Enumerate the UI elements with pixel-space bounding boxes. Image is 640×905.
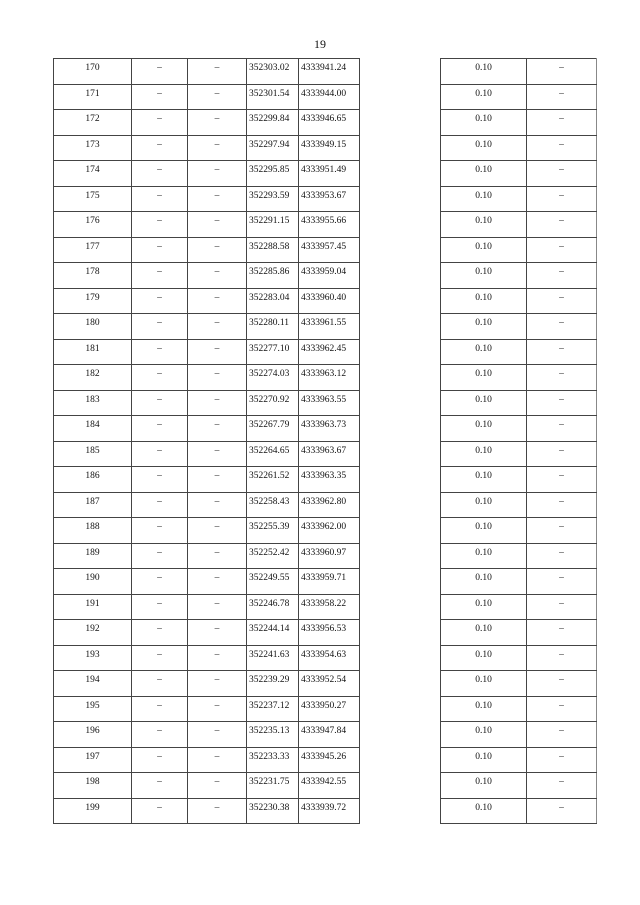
value-cell: 0.10: [441, 110, 527, 136]
x-coordinate: 352277.10: [247, 339, 299, 365]
dash-cell: –: [132, 441, 188, 467]
dash-cell: –: [188, 59, 247, 85]
table-row: [441, 314, 597, 340]
table-row: [441, 569, 597, 595]
table-row: [441, 441, 597, 467]
table-row: [441, 671, 597, 697]
dash-cell: –: [132, 645, 188, 671]
table-row: [54, 237, 360, 263]
table-row: [441, 467, 597, 493]
table-row: [54, 416, 360, 442]
dash-cell: –: [188, 110, 247, 136]
point-number: 190: [54, 569, 132, 595]
table-row: [54, 620, 360, 646]
y-coordinate: 4333962.45: [299, 339, 360, 365]
table-row: [441, 110, 597, 136]
dash-cell: –: [132, 186, 188, 212]
table-row: [54, 518, 360, 544]
y-coordinate: 4333954.63: [299, 645, 360, 671]
point-number: 192: [54, 620, 132, 646]
value-cell: 0.10: [441, 671, 527, 697]
table-row: [54, 569, 360, 595]
dash-cell: –: [527, 212, 597, 238]
y-coordinate: 4333963.67: [299, 441, 360, 467]
point-number: 171: [54, 84, 132, 110]
point-number: 187: [54, 492, 132, 518]
dash-cell: –: [132, 543, 188, 569]
value-cell: 0.10: [441, 237, 527, 263]
y-coordinate: 4333952.54: [299, 671, 360, 697]
dash-cell: –: [132, 365, 188, 391]
x-coordinate: 352241.63: [247, 645, 299, 671]
dash-cell: –: [527, 645, 597, 671]
y-coordinate: 4333956.53: [299, 620, 360, 646]
table-row: [54, 722, 360, 748]
x-coordinate: 352283.04: [247, 288, 299, 314]
x-coordinate: 352293.59: [247, 186, 299, 212]
y-coordinate: 4333959.71: [299, 569, 360, 595]
x-coordinate: 352246.78: [247, 594, 299, 620]
dash-cell: –: [132, 492, 188, 518]
dash-cell: –: [132, 518, 188, 544]
x-coordinate: 352291.15: [247, 212, 299, 238]
y-coordinate: 4333960.40: [299, 288, 360, 314]
dash-cell: –: [188, 441, 247, 467]
dash-cell: –: [527, 671, 597, 697]
x-coordinate: 352231.75: [247, 773, 299, 799]
dash-cell: –: [527, 186, 597, 212]
dash-cell: –: [188, 518, 247, 544]
dash-cell: –: [188, 84, 247, 110]
y-coordinate: 4333963.12: [299, 365, 360, 391]
table-row: [54, 288, 360, 314]
value-cell: 0.10: [441, 135, 527, 161]
table-row: [441, 620, 597, 646]
x-coordinate: 352297.94: [247, 135, 299, 161]
value-cell: 0.10: [441, 365, 527, 391]
dash-cell: –: [188, 314, 247, 340]
point-number: 173: [54, 135, 132, 161]
y-coordinate: 4333946.65: [299, 110, 360, 136]
dash-cell: –: [188, 747, 247, 773]
dash-cell: –: [527, 416, 597, 442]
x-coordinate: 352270.92: [247, 390, 299, 416]
dash-cell: –: [527, 620, 597, 646]
dash-cell: –: [527, 237, 597, 263]
y-coordinate: 4333962.00: [299, 518, 360, 544]
x-coordinate: 352295.85: [247, 161, 299, 187]
dash-cell: –: [132, 339, 188, 365]
table-row: [54, 365, 360, 391]
dash-cell: –: [527, 722, 597, 748]
value-cell: 0.10: [441, 645, 527, 671]
table-row: [54, 314, 360, 340]
dash-cell: –: [188, 390, 247, 416]
dash-cell: –: [527, 543, 597, 569]
value-cell: 0.10: [441, 59, 527, 85]
x-coordinate: 352244.14: [247, 620, 299, 646]
table-row: [54, 110, 360, 136]
table-row: [54, 645, 360, 671]
dash-cell: –: [188, 237, 247, 263]
x-coordinate: 352261.52: [247, 467, 299, 493]
dash-cell: –: [527, 161, 597, 187]
table-row: [441, 696, 597, 722]
value-cell: 0.10: [441, 263, 527, 289]
dash-cell: –: [132, 620, 188, 646]
point-number: 193: [54, 645, 132, 671]
dash-cell: –: [188, 645, 247, 671]
dash-cell: –: [527, 773, 597, 799]
table-row: [54, 339, 360, 365]
table-row: [54, 798, 360, 824]
dash-cell: –: [132, 161, 188, 187]
y-coordinate: 4333963.35: [299, 467, 360, 493]
table-row: [54, 263, 360, 289]
table-row: [54, 773, 360, 799]
value-cell: 0.10: [441, 339, 527, 365]
value-cell: 0.10: [441, 441, 527, 467]
dash-cell: –: [527, 467, 597, 493]
x-coordinate: 352274.03: [247, 365, 299, 391]
y-coordinate: 4333947.84: [299, 722, 360, 748]
y-coordinate: 4333950.27: [299, 696, 360, 722]
point-number: 186: [54, 467, 132, 493]
table-row: [441, 339, 597, 365]
table-row: [441, 594, 597, 620]
y-coordinate: 4333963.55: [299, 390, 360, 416]
dash-cell: –: [527, 59, 597, 85]
value-cell: 0.10: [441, 492, 527, 518]
y-coordinate: 4333959.04: [299, 263, 360, 289]
table-row: [441, 288, 597, 314]
x-coordinate: 352235.13: [247, 722, 299, 748]
x-coordinate: 352255.39: [247, 518, 299, 544]
dash-cell: –: [527, 110, 597, 136]
y-coordinate: 4333955.66: [299, 212, 360, 238]
value-cell: 0.10: [441, 186, 527, 212]
x-coordinate: 352237.12: [247, 696, 299, 722]
value-cell: 0.10: [441, 696, 527, 722]
dash-cell: –: [132, 263, 188, 289]
dash-cell: –: [527, 135, 597, 161]
x-coordinate: 352230.38: [247, 798, 299, 824]
dash-cell: –: [132, 696, 188, 722]
dash-cell: –: [132, 59, 188, 85]
y-coordinate: 4333960.97: [299, 543, 360, 569]
point-number: 180: [54, 314, 132, 340]
table-row: [441, 59, 597, 85]
x-coordinate: 352233.33: [247, 747, 299, 773]
dash-cell: –: [527, 569, 597, 595]
dash-cell: –: [132, 135, 188, 161]
value-cell: 0.10: [441, 161, 527, 187]
dash-cell: –: [527, 314, 597, 340]
y-coordinate: 4333944.00: [299, 84, 360, 110]
y-coordinate: 4333941.24: [299, 59, 360, 85]
value-cell: 0.10: [441, 594, 527, 620]
value-cell: 0.10: [441, 569, 527, 595]
dash-cell: –: [132, 594, 188, 620]
table-row: [54, 390, 360, 416]
table-row: [441, 390, 597, 416]
value-cell: 0.10: [441, 314, 527, 340]
table-row: [441, 84, 597, 110]
values-table: [440, 58, 597, 824]
dash-cell: –: [188, 594, 247, 620]
value-cell: 0.10: [441, 773, 527, 799]
y-coordinate: 4333939.72: [299, 798, 360, 824]
table-row: [441, 416, 597, 442]
dash-cell: –: [188, 467, 247, 493]
table-row: [441, 492, 597, 518]
dash-cell: –: [188, 416, 247, 442]
table-row: [54, 59, 360, 85]
table-row: [441, 645, 597, 671]
dash-cell: –: [132, 569, 188, 595]
table-row: [441, 722, 597, 748]
dash-cell: –: [188, 543, 247, 569]
dash-cell: –: [132, 390, 188, 416]
dash-cell: –: [132, 416, 188, 442]
point-number: 172: [54, 110, 132, 136]
dash-cell: –: [527, 747, 597, 773]
point-number: 194: [54, 671, 132, 697]
dash-cell: –: [527, 263, 597, 289]
value-cell: 0.10: [441, 543, 527, 569]
dash-cell: –: [132, 110, 188, 136]
dash-cell: –: [527, 594, 597, 620]
value-cell: 0.10: [441, 288, 527, 314]
dash-cell: –: [527, 441, 597, 467]
value-cell: 0.10: [441, 390, 527, 416]
dash-cell: –: [527, 365, 597, 391]
point-number: 188: [54, 518, 132, 544]
table-row: [54, 186, 360, 212]
dash-cell: –: [188, 288, 247, 314]
y-coordinate: 4333958.22: [299, 594, 360, 620]
value-cell: 0.10: [441, 747, 527, 773]
value-cell: 0.10: [441, 722, 527, 748]
table-row: [441, 543, 597, 569]
dash-cell: –: [188, 569, 247, 595]
dash-cell: –: [132, 467, 188, 493]
dash-cell: –: [188, 722, 247, 748]
table-row: [441, 263, 597, 289]
dash-cell: –: [188, 365, 247, 391]
coordinates-table-body: [54, 59, 360, 824]
table-row: [441, 747, 597, 773]
x-coordinate: 352249.55: [247, 569, 299, 595]
point-number: 199: [54, 798, 132, 824]
table-row: [54, 747, 360, 773]
value-cell: 0.10: [441, 798, 527, 824]
page-number: 19: [314, 37, 326, 51]
dash-cell: –: [527, 288, 597, 314]
dash-cell: –: [527, 518, 597, 544]
point-number: 176: [54, 212, 132, 238]
dash-cell: –: [188, 263, 247, 289]
dash-cell: –: [132, 798, 188, 824]
value-cell: 0.10: [441, 518, 527, 544]
dash-cell: –: [132, 747, 188, 773]
dash-cell: –: [188, 339, 247, 365]
table-row: [54, 594, 360, 620]
table-row: [441, 135, 597, 161]
point-number: 183: [54, 390, 132, 416]
table-row: [441, 237, 597, 263]
point-number: 170: [54, 59, 132, 85]
point-number: 174: [54, 161, 132, 187]
y-coordinate: 4333962.80: [299, 492, 360, 518]
x-coordinate: 352252.42: [247, 543, 299, 569]
dash-cell: –: [527, 798, 597, 824]
dash-cell: –: [527, 492, 597, 518]
dash-cell: –: [188, 212, 247, 238]
x-coordinate: 352264.65: [247, 441, 299, 467]
dash-cell: –: [188, 696, 247, 722]
y-coordinate: 4333945.26: [299, 747, 360, 773]
table-row: [441, 518, 597, 544]
x-coordinate: 352288.58: [247, 237, 299, 263]
table-row: [54, 543, 360, 569]
dash-cell: –: [188, 773, 247, 799]
point-number: 181: [54, 339, 132, 365]
y-coordinate: 4333957.45: [299, 237, 360, 263]
table-row: [441, 798, 597, 824]
table-row: [54, 212, 360, 238]
value-cell: 0.10: [441, 84, 527, 110]
point-number: 175: [54, 186, 132, 212]
y-coordinate: 4333961.55: [299, 314, 360, 340]
point-number: 182: [54, 365, 132, 391]
x-coordinate: 352280.11: [247, 314, 299, 340]
table-row: [54, 492, 360, 518]
value-cell: 0.10: [441, 212, 527, 238]
y-coordinate: 4333951.49: [299, 161, 360, 187]
coordinates-table: [53, 58, 360, 824]
point-number: 184: [54, 416, 132, 442]
table-row: [54, 161, 360, 187]
table-row: [441, 186, 597, 212]
point-number: 178: [54, 263, 132, 289]
dash-cell: –: [132, 84, 188, 110]
dash-cell: –: [132, 773, 188, 799]
dash-cell: –: [132, 722, 188, 748]
point-number: 185: [54, 441, 132, 467]
point-number: 179: [54, 288, 132, 314]
table-row: [441, 365, 597, 391]
value-cell: 0.10: [441, 467, 527, 493]
x-coordinate: 352239.29: [247, 671, 299, 697]
value-cell: 0.10: [441, 620, 527, 646]
dash-cell: –: [527, 339, 597, 365]
table-row: [441, 773, 597, 799]
value-cell: 0.10: [441, 416, 527, 442]
table-row: [54, 84, 360, 110]
table-row: [54, 441, 360, 467]
x-coordinate: 352299.84: [247, 110, 299, 136]
dash-cell: –: [527, 84, 597, 110]
x-coordinate: 352301.54: [247, 84, 299, 110]
table-row: [54, 696, 360, 722]
dash-cell: –: [188, 492, 247, 518]
dash-cell: –: [132, 671, 188, 697]
y-coordinate: 4333942.55: [299, 773, 360, 799]
dash-cell: –: [188, 798, 247, 824]
point-number: 196: [54, 722, 132, 748]
point-number: 177: [54, 237, 132, 263]
point-number: 191: [54, 594, 132, 620]
values-table-body: [441, 59, 597, 824]
dash-cell: –: [188, 620, 247, 646]
dash-cell: –: [188, 671, 247, 697]
x-coordinate: 352267.79: [247, 416, 299, 442]
dash-cell: –: [132, 288, 188, 314]
table-row: [54, 467, 360, 493]
y-coordinate: 4333953.67: [299, 186, 360, 212]
x-coordinate: 352303.02: [247, 59, 299, 85]
point-number: 198: [54, 773, 132, 799]
dash-cell: –: [132, 212, 188, 238]
point-number: 197: [54, 747, 132, 773]
dash-cell: –: [527, 390, 597, 416]
dash-cell: –: [188, 161, 247, 187]
dash-cell: –: [527, 696, 597, 722]
x-coordinate: 352258.43: [247, 492, 299, 518]
dash-cell: –: [188, 135, 247, 161]
table-row: [441, 161, 597, 187]
point-number: 195: [54, 696, 132, 722]
table-row: [54, 671, 360, 697]
dash-cell: –: [132, 314, 188, 340]
y-coordinate: 4333949.15: [299, 135, 360, 161]
table-row: [441, 212, 597, 238]
dash-cell: –: [188, 186, 247, 212]
x-coordinate: 352285.86: [247, 263, 299, 289]
y-coordinate: 4333963.73: [299, 416, 360, 442]
point-number: 189: [54, 543, 132, 569]
table-row: [54, 135, 360, 161]
dash-cell: –: [132, 237, 188, 263]
